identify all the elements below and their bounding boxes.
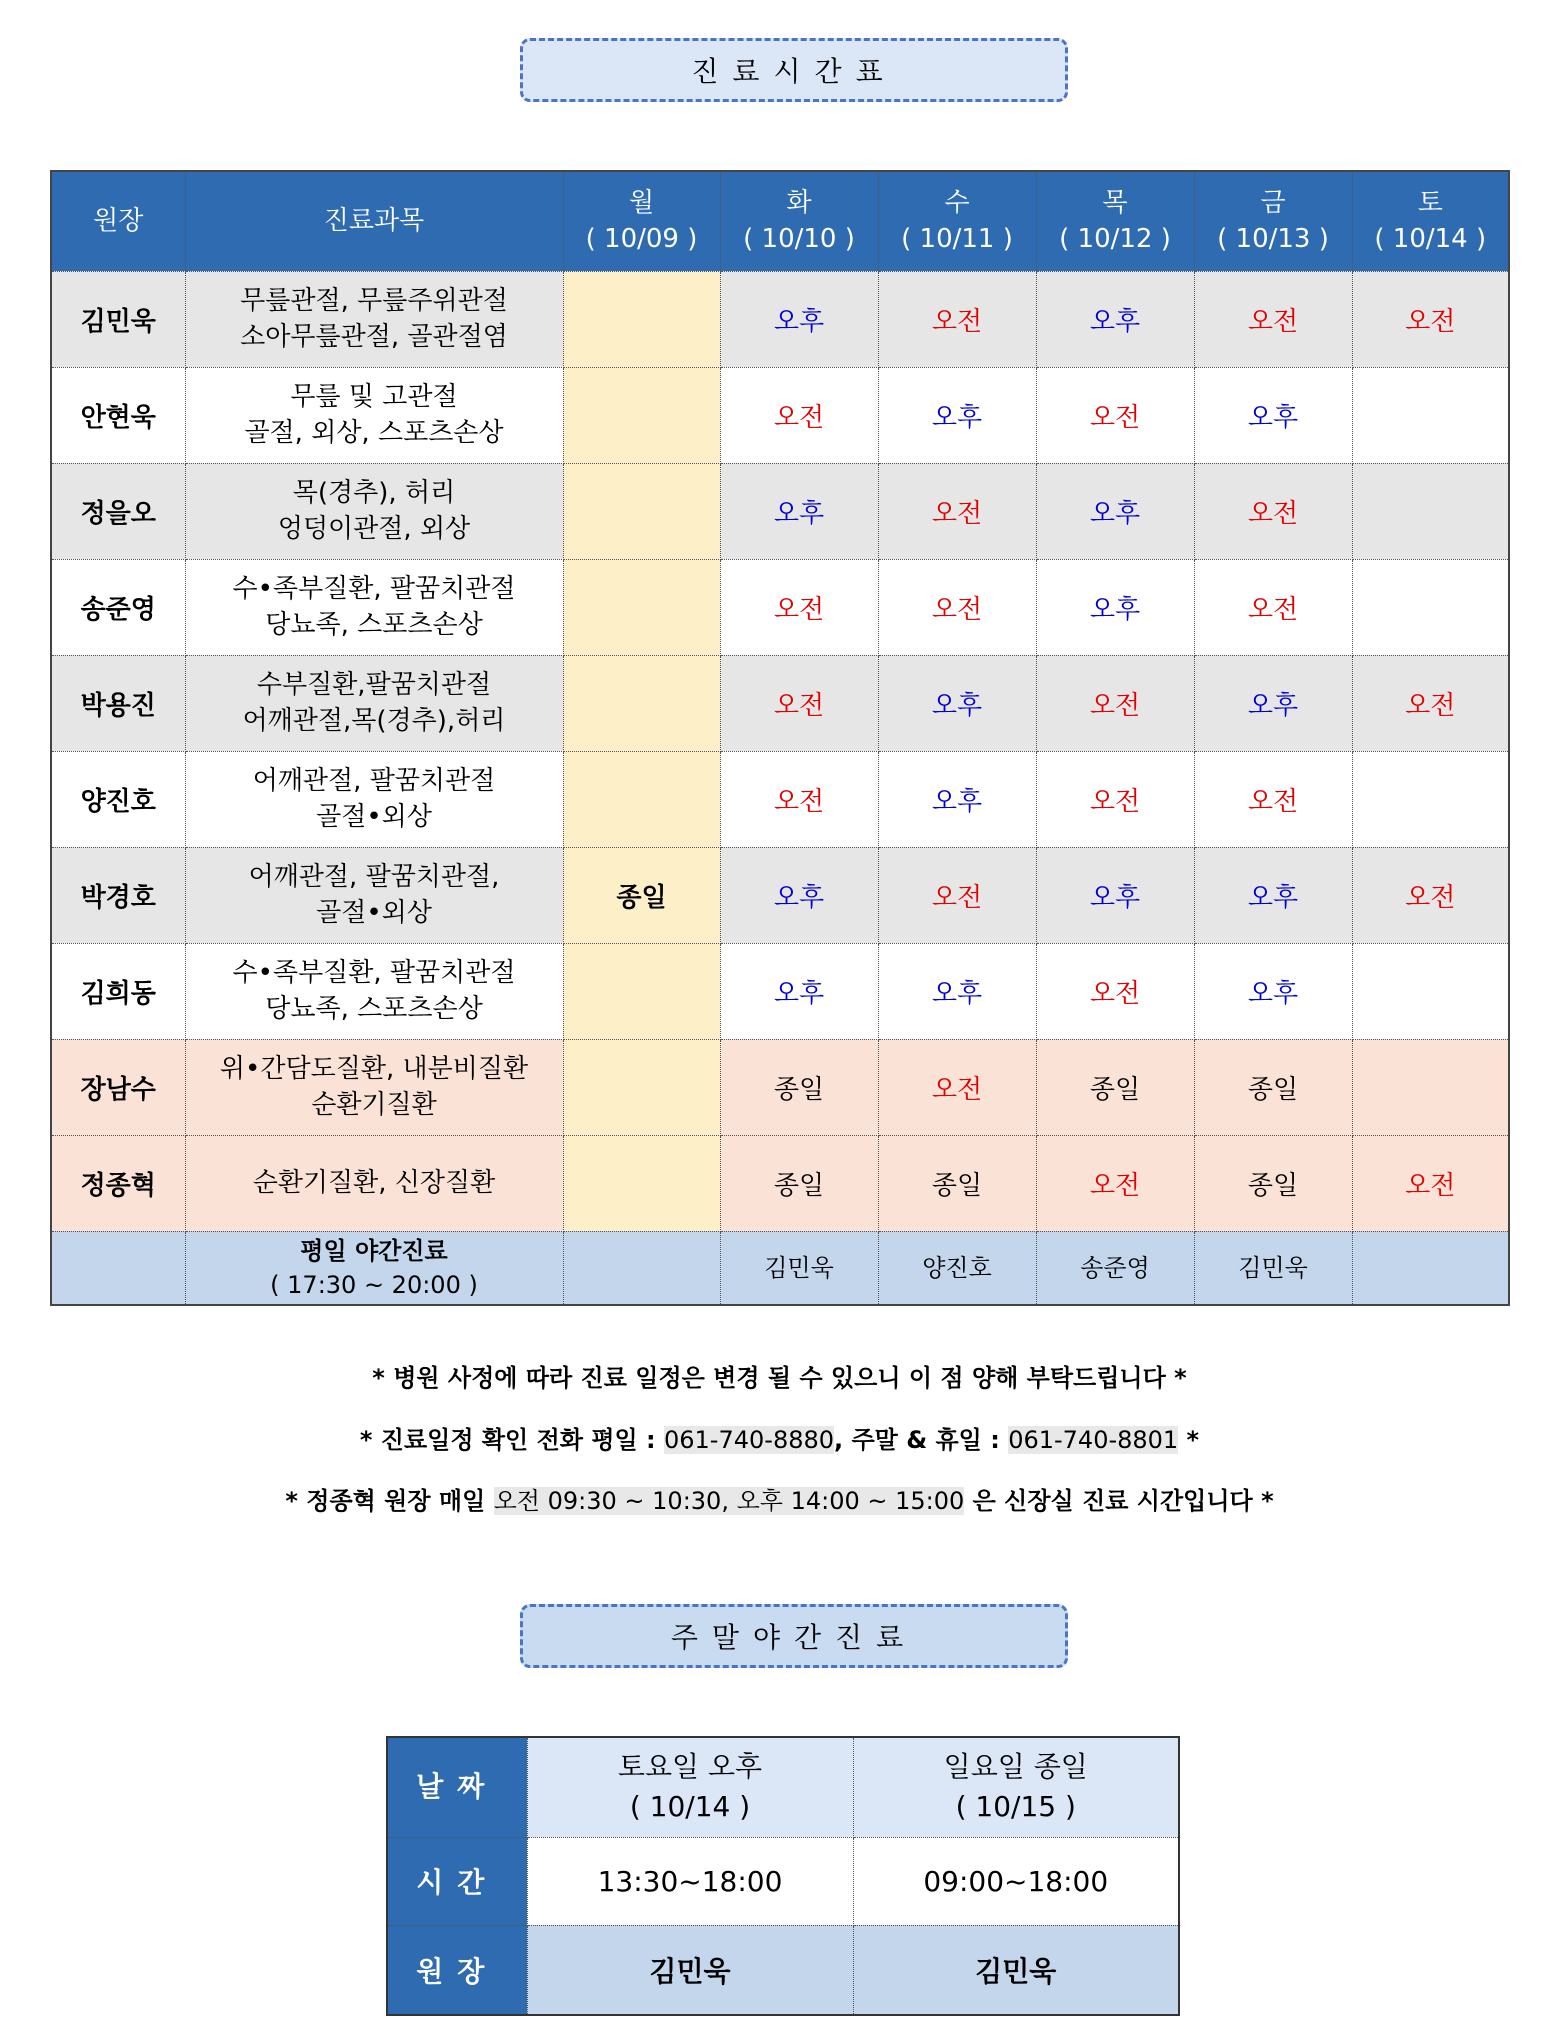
schedule-cell: 종일: [563, 847, 720, 943]
schedule-cell: [1352, 1039, 1509, 1135]
schedule-cell: 종일: [1036, 1039, 1194, 1135]
notice-change: * 병원 사정에 따라 진료 일정은 변경 될 수 있으니 이 점 양해 부탁드립니다 *: [372, 1364, 1187, 1392]
subject-cell: 어깨관절, 팔꿈치관절, 골절•외상: [185, 847, 563, 943]
weekend-table: [386, 1736, 1180, 2016]
doctor-name: 김민욱: [51, 271, 185, 367]
schedule-cell: [563, 943, 720, 1039]
header-day: 토 ( 10/14 ): [1352, 171, 1509, 271]
weekend-time-row: [387, 1837, 1179, 1925]
schedule-cell: 오전: [1036, 655, 1194, 751]
schedule-row: [51, 847, 1509, 943]
weekend-doctor-row: [387, 1925, 1179, 2015]
doctor-name: 송준영: [51, 559, 185, 655]
schedule-cell: [563, 559, 720, 655]
doctor-name: 장남수: [51, 1039, 185, 1135]
weekend-doctor-label: 원장: [387, 1925, 527, 2015]
schedule-cell: 오후: [1036, 559, 1194, 655]
subject-cell: 수•족부질환, 팔꿈치관절 당뇨족, 스포츠손상: [185, 943, 563, 1039]
doctor-name: 김희동: [51, 943, 185, 1039]
doctor-name: 양진호: [51, 751, 185, 847]
schedule-cell: 오전: [878, 847, 1036, 943]
page-title: 진료시간표: [520, 38, 1068, 102]
schedule-cell: 오후: [1194, 847, 1352, 943]
schedule-cell: 오전: [1194, 559, 1352, 655]
schedule-cell: 종일: [720, 1135, 878, 1231]
subject-cell: 위•간담도질환, 내분비질환 순환기질환: [185, 1039, 563, 1135]
doctor-name: 정을오: [51, 463, 185, 559]
doctor-name: 정종혁: [51, 1135, 185, 1231]
subject-cell: 목(경추), 허리 엉덩이관절, 외상: [185, 463, 563, 559]
schedule-cell: 오후: [720, 943, 878, 1039]
schedule-cell: 오전: [878, 1039, 1036, 1135]
weekend-title: 주말야간진료: [520, 1604, 1068, 1668]
schedule-cell: 오전: [1036, 751, 1194, 847]
schedule-cell: 오전: [1352, 1135, 1509, 1231]
weekend-time-label: 시간: [387, 1837, 527, 1925]
schedule-row: [51, 1135, 1509, 1231]
schedule-cell: 오후: [1194, 655, 1352, 751]
schedule-row: [51, 943, 1509, 1039]
schedule-cell: [1352, 559, 1509, 655]
schedule-cell: 오후: [1036, 463, 1194, 559]
schedule-cell: [1352, 367, 1509, 463]
schedule-cell: 오전: [720, 751, 878, 847]
header-day: 화 ( 10/10 ): [720, 171, 878, 271]
subject-cell: 수•족부질환, 팔꿈치관절 당뇨족, 스포츠손상: [185, 559, 563, 655]
schedule-cell: 오전: [1036, 1135, 1194, 1231]
schedule-cell: 오후: [720, 271, 878, 367]
schedule-row: [51, 1039, 1509, 1135]
schedule-cell: 오전: [720, 559, 878, 655]
schedule-cell: 오전: [1352, 655, 1509, 751]
weekend-date-label: 날짜: [387, 1737, 527, 1837]
schedule-cell: [563, 367, 720, 463]
schedule-cell: [563, 655, 720, 751]
schedule-cell: [1352, 943, 1509, 1039]
night-cell: 김민욱: [1194, 1231, 1352, 1305]
schedule-cell: 오전: [878, 463, 1036, 559]
schedule-cell: 오전: [1352, 271, 1509, 367]
schedule-row: [51, 367, 1509, 463]
schedule-cell: 오전: [1036, 943, 1194, 1039]
schedule-row: [51, 751, 1509, 847]
header-subject: 진료과목: [185, 171, 563, 271]
header-day: 금 ( 10/13 ): [1194, 171, 1352, 271]
weekday-phone: 061-740-8880: [664, 1426, 835, 1454]
schedule-cell: 오후: [1194, 367, 1352, 463]
schedule-cell: 오전: [720, 367, 878, 463]
schedule-header-row: [51, 171, 1509, 271]
schedule-cell: 오후: [1036, 847, 1194, 943]
schedule-cell: [563, 1135, 720, 1231]
saturday-doctor: 김민욱: [527, 1925, 853, 2015]
schedule-cell: [563, 1039, 720, 1135]
subject-cell: 순환기질환, 신장질환: [185, 1135, 563, 1231]
schedule-cell: 오전: [1352, 847, 1509, 943]
schedule-cell: 오전: [720, 655, 878, 751]
dialysis-hours: 오전 09:30 ~ 10:30, 오후 14:00 ~ 15:00: [493, 1487, 965, 1515]
schedule-cell: 오후: [1036, 271, 1194, 367]
doctor-name: 안현욱: [51, 367, 185, 463]
header-day: 월 ( 10/09 ): [563, 171, 720, 271]
saturday-date: 토요일 오후 ( 10/14 ): [527, 1737, 853, 1837]
schedule-cell: 오전: [1194, 271, 1352, 367]
doctor-name: 박용진: [51, 655, 185, 751]
schedule-cell: 종일: [1194, 1135, 1352, 1231]
subject-cell: 무릎 및 고관절 골절, 외상, 스포츠손상: [185, 367, 563, 463]
notice-phone: * 진료일정 확인 전화 평일 : 061-740-8880, 주말 & 휴일 : 061-740-8801 *: [359, 1426, 1200, 1454]
subject-cell: 수부질환,팔꿈치관절 어깨관절,목(경추),허리: [185, 655, 563, 751]
schedule-cell: 오전: [878, 271, 1036, 367]
schedule-cell: [563, 463, 720, 559]
schedule-cell: 오후: [720, 463, 878, 559]
night-cell: 양진호: [878, 1231, 1036, 1305]
saturday-time: 13:30~18:00: [527, 1837, 853, 1925]
schedule-cell: 오후: [878, 367, 1036, 463]
header-doctor: 원장: [51, 171, 185, 271]
schedule-cell: 오전: [1036, 367, 1194, 463]
night-cell: [563, 1231, 720, 1305]
sunday-doctor: 김민욱: [853, 1925, 1179, 2015]
schedule-cell: 오후: [878, 655, 1036, 751]
notice-dialysis: * 정종혁 원장 매일 오전 09:30 ~ 10:30, 오후 14:00 ~ 15:00 은 신장실 진료 시간입니다 *: [285, 1487, 1274, 1515]
sunday-time: 09:00~18:00: [853, 1837, 1179, 1925]
schedule-row: [51, 271, 1509, 367]
header-day: 수 ( 10/11 ): [878, 171, 1036, 271]
schedule-row: [51, 559, 1509, 655]
schedule-cell: 오후: [720, 847, 878, 943]
schedule-cell: 오후: [878, 751, 1036, 847]
night-cell: 김민욱: [720, 1231, 878, 1305]
subject-cell: 무릎관절, 무릎주위관절 소아무릎관절, 골관절염: [185, 271, 563, 367]
schedule-row: [51, 655, 1509, 751]
schedule-cell: 오전: [1194, 751, 1352, 847]
subject-cell: 어깨관절, 팔꿈치관절 골절•외상: [185, 751, 563, 847]
schedule-cell: [563, 271, 720, 367]
schedule-cell: [1352, 463, 1509, 559]
schedule-table: [50, 170, 1510, 1306]
header-day: 목 ( 10/12 ): [1036, 171, 1194, 271]
weekend-date-row: [387, 1737, 1179, 1837]
weekend-phone: 061-740-8801: [1008, 1426, 1179, 1454]
schedule-cell: [563, 751, 720, 847]
schedule-cell: 오후: [878, 943, 1036, 1039]
night-cell: [1352, 1231, 1509, 1305]
night-cell: 송준영: [1036, 1231, 1194, 1305]
schedule-cell: [1352, 751, 1509, 847]
doctor-name: 박경호: [51, 847, 185, 943]
schedule-cell: 종일: [1194, 1039, 1352, 1135]
night-clinic-label: 평일 야간진료 ( 17:30 ~ 20:00 ): [185, 1231, 563, 1305]
schedule-row: [51, 463, 1509, 559]
schedule-cell: 종일: [878, 1135, 1036, 1231]
schedule-cell: 오전: [1194, 463, 1352, 559]
schedule-cell: 종일: [720, 1039, 878, 1135]
schedule-cell: 오후: [1194, 943, 1352, 1039]
sunday-date: 일요일 종일 ( 10/15 ): [853, 1737, 1179, 1837]
night-clinic-row: [51, 1231, 1509, 1305]
schedule-cell: 오전: [878, 559, 1036, 655]
